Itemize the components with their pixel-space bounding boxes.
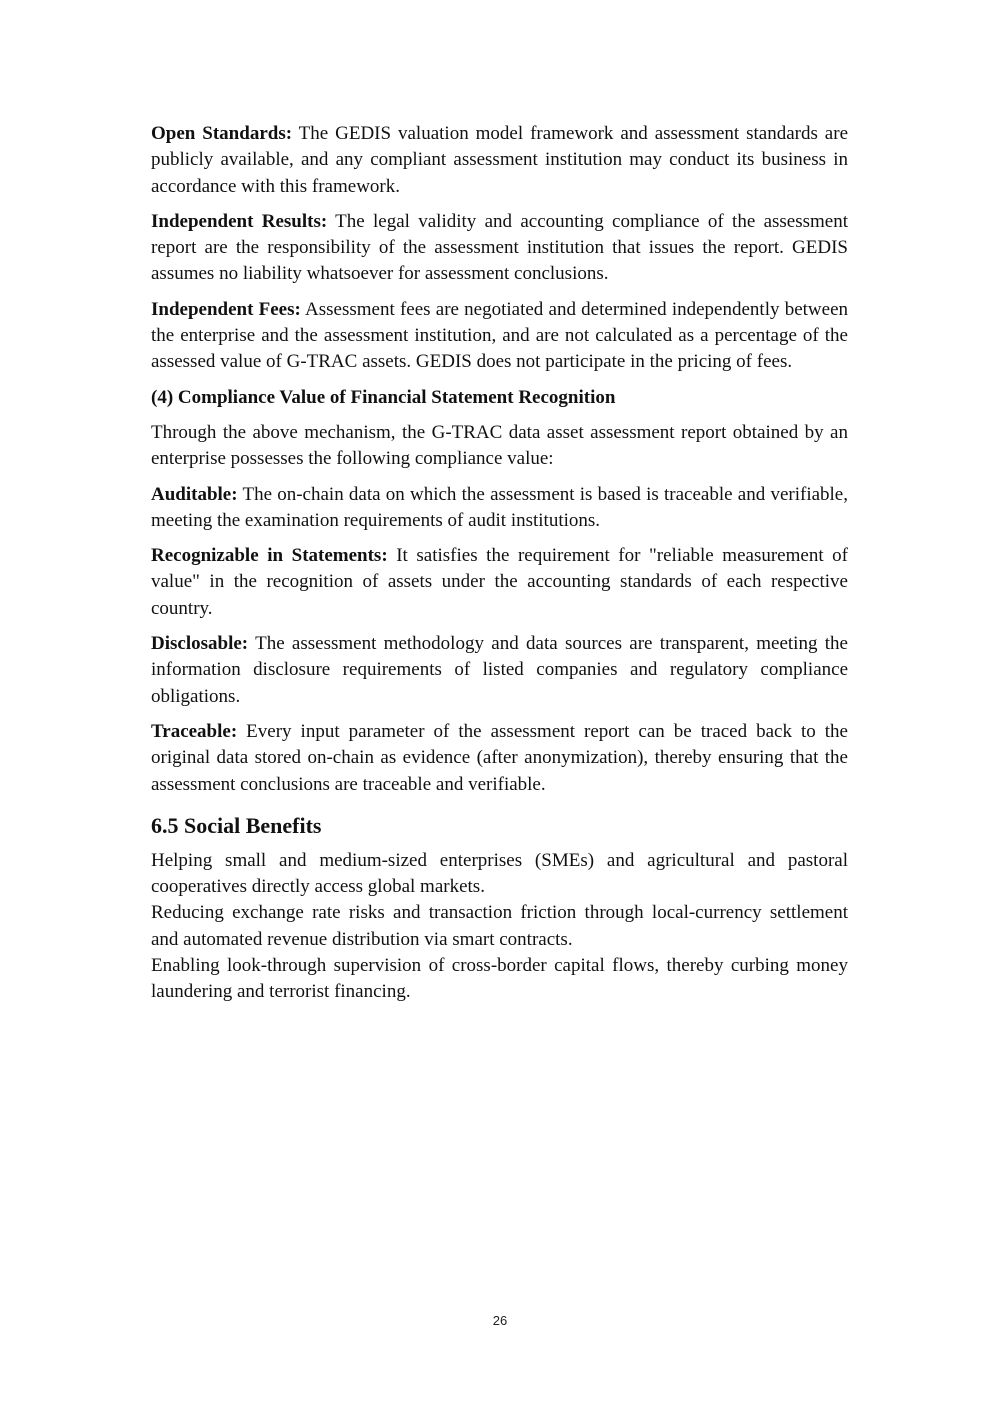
subsection-lead-paragraph: Through the above mechanism, the G-TRAC data asset assessment report obtained by an enterprise possesses the following compliance value: xyxy=(151,421,848,470)
subsection-heading: (4) Compliance Value of Financial Statement Recognition xyxy=(151,386,616,408)
open-standards-text: The GEDIS valuation model framework and assessment standards are publicly available, and any compliant assessment institution may conduct its business in accordance with this framework. xyxy=(151,123,848,197)
benefit-sme-access: Helping small and medium-sized enterprises (SMEs) and agricultural and pastoral cooperatives directly access global markets. xyxy=(151,849,848,898)
benefit-capital-supervision: Enabling look-through supervision of cross-border capital flows, thereby curbing money laundering and terrorist financing. xyxy=(151,955,848,1003)
independent-results-text: The legal validity and accounting compliance of the assessment report are the responsibility of the assessment institution that issues the report. GEDIS assumes no liability whatsoever for assessment conclusions. xyxy=(151,210,848,285)
document-body xyxy=(151,121,848,1006)
disclosable-paragraph xyxy=(151,631,848,710)
independent-fees-term: Independent Fees: xyxy=(151,298,301,320)
benefit-exchange-risk: Reducing exchange rate risks and transaction friction through local-currency settlement and automated revenue distribution via smart contracts. xyxy=(151,902,848,950)
section-title: 6.5 Social Benefits xyxy=(151,812,322,838)
independent-results-term: Independent Results: xyxy=(151,210,328,232)
recognizable-term: Recognizable in Statements: xyxy=(151,545,388,567)
open-standards-term: Open Standards: xyxy=(151,123,293,144)
recognizable-paragraph xyxy=(151,543,848,622)
traceable-paragraph xyxy=(151,719,848,798)
traceable-text: Every input parameter of the assessment report can be traced back to the original data stored on-chain as evidence (after anonymization), thereby ensuring that the assessment conclusions are traceable and verifiable. xyxy=(151,720,848,795)
recognizable-text: It satisfies the requirement for "reliable measurement of value" in the recognition of assets under the accounting standards of each respective country. xyxy=(151,545,848,619)
page-number: 26 xyxy=(492,1313,508,1328)
auditable-text: The on-chain data on which the assessment is based is traceable and verifiable, meeting the examination requirements of audit institutions. xyxy=(151,483,848,531)
traceable-term: Traceable: xyxy=(151,720,238,742)
auditable-term: Auditable: xyxy=(151,483,238,505)
independent-results-paragraph xyxy=(151,209,848,288)
independent-fees-text: Assessment fees are negotiated and determined independently between the enterprise and the assessment institution, and are not calculated as a percentage of the assessed value of G-TRAC assets. GEDIS does not participate in the pricing of fees. xyxy=(151,298,849,373)
auditable-paragraph xyxy=(151,482,848,535)
disclosable-term: Disclosable: xyxy=(151,633,249,655)
independent-fees-paragraph xyxy=(151,297,848,376)
open-standards-paragraph xyxy=(151,121,848,200)
disclosable-text: The assessment methodology and data sources are transparent, meeting the information disclosure requirements of listed companies and regulatory compliance obligations. xyxy=(151,633,848,707)
